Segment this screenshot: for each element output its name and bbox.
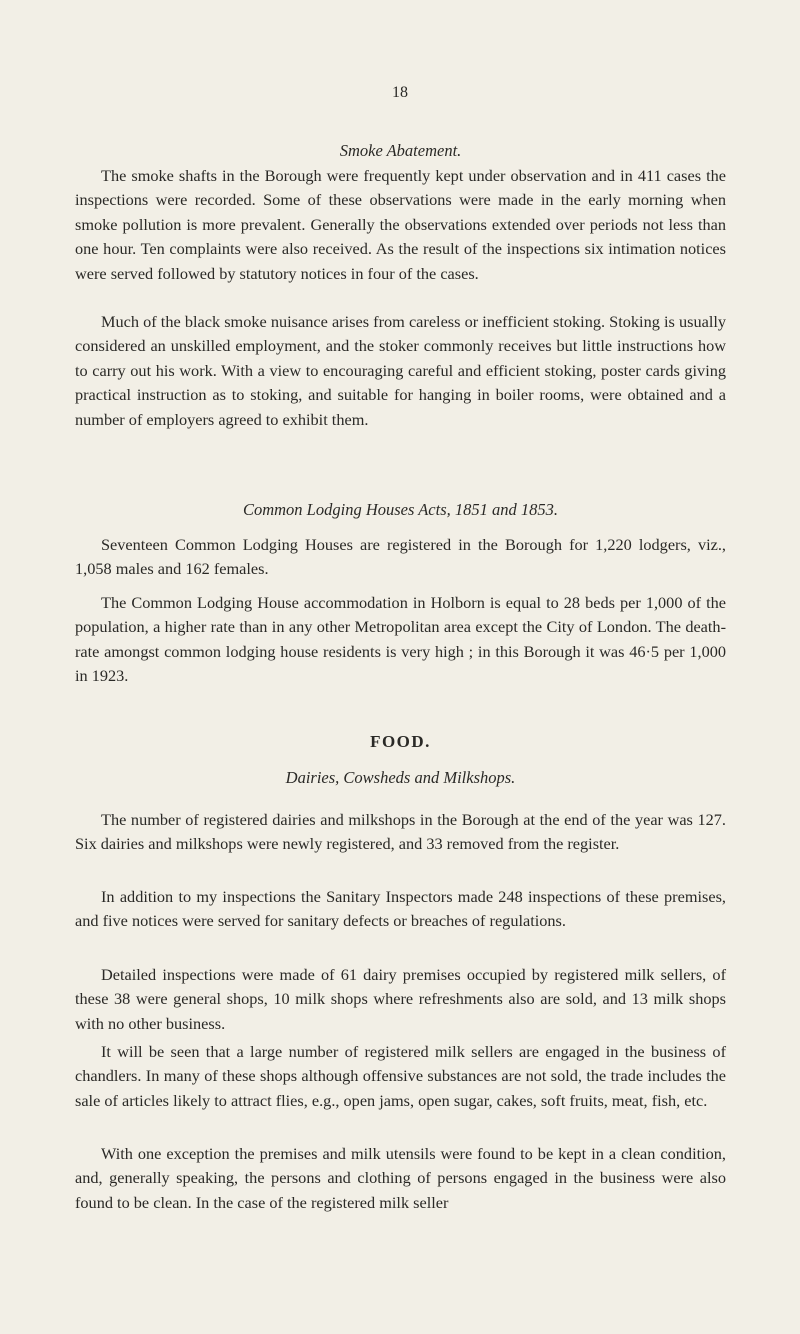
section-heading-food: FOOD. (370, 732, 431, 751)
food-paragraph-1: The number of registered dairies and milkshops in the Borough at the end of the year was 127. Six dairies and milkshops were newly registered, and 33 removed from the register. (75, 810, 726, 854)
food-heading-block (75, 732, 726, 752)
lodging-paragraph-2-block (75, 591, 726, 689)
food-paragraph-4-block (75, 1040, 726, 1113)
section-heading-lodging-houses: Common Lodging Houses Acts, 1851 and 1853. (242, 500, 559, 519)
food-paragraph-3-block (75, 963, 726, 1036)
food-paragraph-2: In addition to my inspections the Sanitary Inspectors made 248 inspections of these premises, and five notices were served for sanitary defects or breaches of regulations. (75, 887, 726, 931)
page-number: 18 (392, 84, 408, 101)
food-paragraph-5-block (75, 1142, 726, 1215)
lodging-paragraph-2: The Common Lodging House accommodation in Holborn is equal to 28 beds per 1,000 of the population, a higher rate than in any other Metropolitan area except the City of London. The death-rate amongst common lodging house residents is very high ; in this Borough it was 46·5 per 1,000 in 1923. (75, 593, 726, 686)
smoke-paragraph-2: Much of the black smoke nuisance arises from careless or inefficient stoking. Stoking is usually considered an unskilled employment, and the stoker commonly receives but little instructions how to carry out his work. With a view to encouraging careful and efficient stoking, poster cards giving practical instruction as to stoking, and suitable for hanging in boiler rooms, were obtained and a number of employers agreed to exhibit them. (75, 312, 726, 429)
section-heading-smoke-abatement: Smoke Abatement. (339, 141, 462, 160)
subheading-dairies: Dairies, Cowsheds and Milkshops. (285, 768, 516, 787)
lodging-paragraph-1: Seventeen Common Lodging Houses are registered in the Borough for 1,220 lodgers, viz., 1,058 males and 162 females. (75, 535, 726, 579)
smoke-abatement-heading-block (75, 141, 726, 161)
smoke-paragraph-1: The smoke shafts in the Borough were frequently kept under observation and in 411 cases the inspections were recorded. Some of these observations were made in the early morning when smoke pollution is more prevalent. Generally the observations extended over periods not less than one hour. Ten complaints were also received. As the result of the inspections six intimation notices were served followed by statutory notices in four of the cases. (75, 166, 726, 283)
food-paragraph-1-block (75, 808, 726, 857)
smoke-paragraph-1-block (75, 164, 726, 286)
lodging-heading-block (75, 500, 726, 520)
food-paragraph-5: With one exception the premises and milk utensils were found to be kept in a clean condition, and, generally speaking, the persons and clothing of persons engaged in the business were also found to be clean. In the case of the registered milk seller (75, 1144, 726, 1212)
smoke-paragraph-2-block (75, 310, 726, 432)
lodging-paragraph-1-block (75, 533, 726, 582)
food-paragraph-4: It will be seen that a large number of registered milk sellers are engaged in the business of chandlers. In many of these shops although offensive substances are not sold, the trade includes the sale of articles likely to attract flies, e.g., open jams, open sugar, cakes, soft fruits, meat, fish, etc. (75, 1042, 726, 1110)
food-paragraph-2-block (75, 885, 726, 934)
food-subheading-block (75, 768, 726, 788)
food-paragraph-3: Detailed inspections were made of 61 dairy premises occupied by registered milk sellers, of these 38 were general shops, 10 milk shops where refreshments also are sold, and 13 milk shops with no other business. (75, 965, 726, 1033)
